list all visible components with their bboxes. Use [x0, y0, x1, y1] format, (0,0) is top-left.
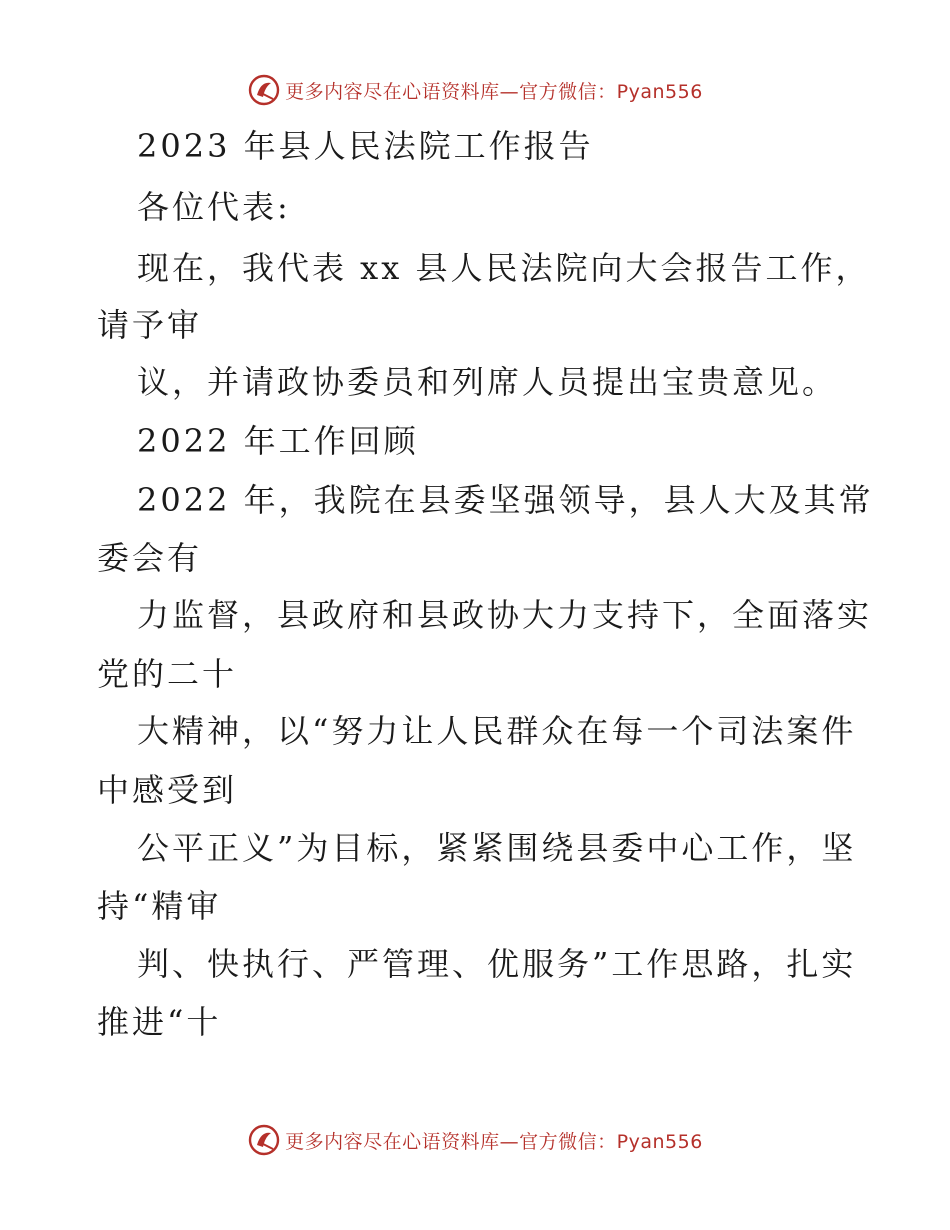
- salutation: 各位代表:: [137, 188, 291, 226]
- paragraph-line: 中感受到: [97, 771, 238, 809]
- paragraph-line: 力监督，县政府和县政协大力支持下，全面落实: [137, 596, 873, 634]
- paragraph-line: 现在，我代表 xx 县人民法院向大会报告工作，: [137, 249, 871, 287]
- watermark-text: 更多内容尽在心语资料库—官方微信：Pyan556: [285, 1130, 703, 1153]
- paragraph-line: 党的二十: [97, 655, 238, 693]
- paragraph-line: 公平正义”为目标，紧紧围绕县委中心工作，坚: [137, 829, 857, 867]
- paragraph-line: 大精神，以“努力让人民群众在每一个司法案件: [137, 712, 857, 750]
- footer-watermark: [0, 1120, 950, 1160]
- watermark-text: 更多内容尽在心语资料库—官方微信：Pyan556: [285, 80, 703, 103]
- paragraph-line: 议，并请政协委员和列席人员提出宝贵意见。: [137, 363, 838, 401]
- seal-logo-icon: [247, 1123, 281, 1157]
- paragraph-line: 委会有: [97, 539, 203, 577]
- paragraph-line: 推进“十: [97, 1003, 222, 1041]
- document-title: 2023 年县人民法院工作报告: [137, 127, 594, 165]
- paragraph-line: 2022 年，我院在县委坚强领导，县人大及其常: [137, 481, 874, 519]
- paragraph-line: 判、快执行、严管理、优服务”工作思路，扎实: [137, 945, 857, 983]
- paragraph-line: 请予审: [97, 306, 203, 344]
- section-heading: 2022 年工作回顾: [137, 422, 419, 460]
- paragraph-line: 持“精审: [97, 887, 222, 925]
